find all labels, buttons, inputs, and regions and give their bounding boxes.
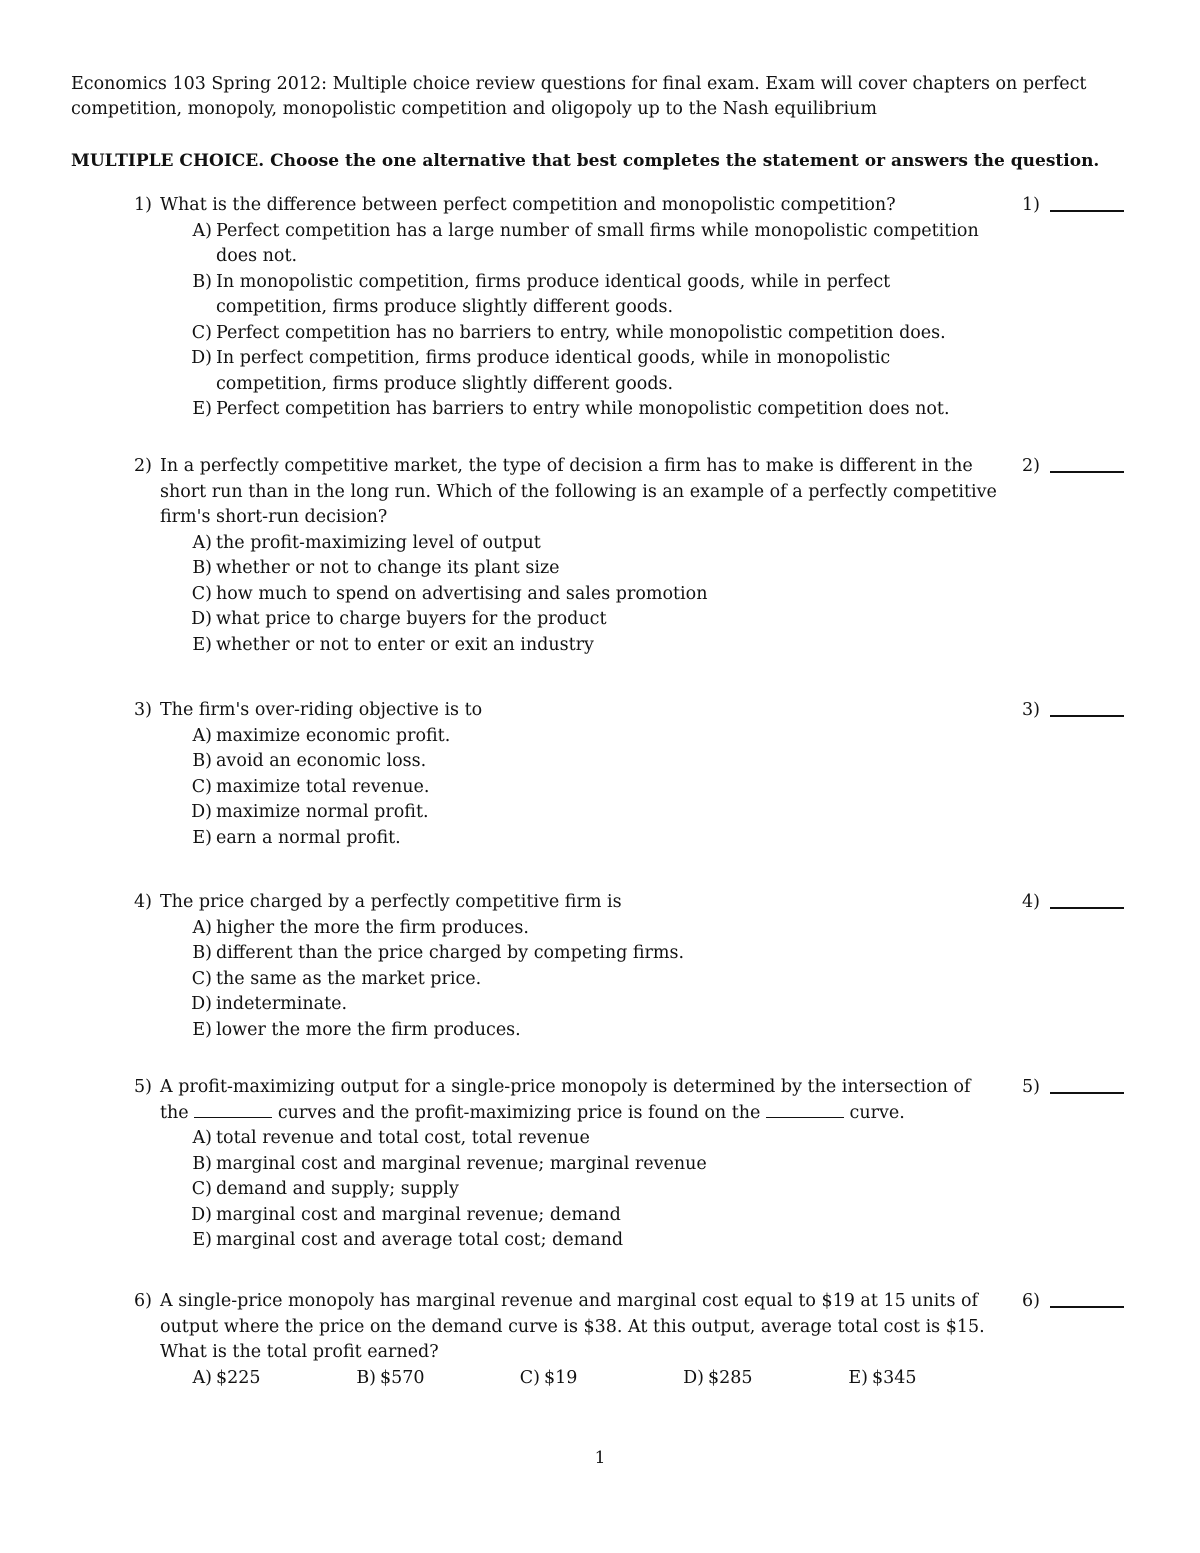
option-e: E) whether or not to enter or exit an industry: [192, 634, 594, 655]
question-number: 2): [134, 456, 152, 476]
option-b: B) different than the price charged by competing firms.: [192, 943, 685, 963]
question-stem: A single-price monopoly has marginal revenue and marginal cost equal to $19 at 15 units of output where the price on the demand curve is $38. At this output, average total cost is $15. What is the total profit earned?: [160, 1291, 985, 1362]
question-number: 4): [134, 892, 152, 912]
answer-label: 6): [1022, 1291, 1040, 1311]
option-e: E) Perfect competition has barriers to entry while monopolistic competition does not.: [192, 399, 950, 419]
question-stem: A profit-maximizing output for a single-price monopoly is determined by the intersection of the curves and the profit-maximizing price is found on the curve.: [160, 1077, 971, 1123]
question-number: 6): [134, 1291, 152, 1311]
option-d: D) what price to charge buyers for the product: [191, 609, 607, 629]
option-c: C) Perfect competition has no barriers to entry, while monopolistic competition does.: [191, 322, 946, 343]
option-d: D) $285: [683, 1367, 753, 1388]
option-e: E) $345: [848, 1367, 917, 1388]
option-c: C) how much to spend on advertising and sales promotion: [191, 583, 708, 604]
question-stem: The firm's over-riding objective is to: [160, 700, 483, 720]
option-e: E) lower the more the firm produces.: [192, 1019, 521, 1040]
option-a: A) the profit-maximizing level of output: [192, 532, 541, 553]
option-b: B) In monopolistic competition, firms produce identical goods, while in perfect competition, firms produce slightly different goods.: [192, 271, 891, 317]
fill-blank: [766, 1101, 844, 1118]
option-c: C) maximize total revenue.: [191, 776, 430, 797]
question-1: [134, 193, 1004, 423]
answer-label: 2): [1022, 456, 1040, 476]
question-stem: In a perfectly competitive market, the type of decision a firm has to make is different in the short run than in the long run. Which of the following is an example of a perfectly competitive firm's short-run decision?: [160, 456, 997, 527]
answer-label: 3): [1022, 700, 1040, 720]
answer-label: 1): [1022, 195, 1040, 215]
question-number: 3): [134, 700, 152, 720]
option-d: D) In perfect competition, firms produce identical goods, while in monopolistic competition, firms produce slightly different goods.: [191, 348, 891, 394]
answer-blank-6[interactable]: [1022, 1289, 1124, 1314]
option-d: D) marginal cost and marginal revenue; demand: [191, 1204, 621, 1225]
answer-blank-4[interactable]: [1022, 890, 1124, 915]
question-2: [134, 454, 1004, 658]
option-b: B) $570: [356, 1367, 425, 1388]
fill-blank: [194, 1101, 272, 1118]
answer-label: 5): [1022, 1077, 1040, 1097]
option-e: E) marginal cost and average total cost; demand: [192, 1230, 624, 1250]
answer-label: 4): [1022, 892, 1040, 912]
option-e: E) earn a normal profit.: [192, 827, 401, 848]
answer-blank-3[interactable]: [1022, 698, 1124, 723]
option-b: B) marginal cost and marginal revenue; marginal revenue: [192, 1153, 707, 1174]
option-a: A) maximize economic profit.: [192, 725, 451, 746]
answer-blank-1[interactable]: [1022, 193, 1124, 218]
option-c: C) demand and supply; supply: [191, 1179, 459, 1199]
question-5: [134, 1075, 1004, 1254]
page-number: 1: [594, 1448, 606, 1468]
option-d: D) maximize normal profit.: [191, 802, 429, 822]
question-number: 5): [134, 1077, 152, 1097]
option-b: B) whether or not to change its plant size: [192, 558, 560, 578]
option-a: A) total revenue and total cost, total revenue: [192, 1128, 590, 1148]
question-6: [134, 1289, 1004, 1391]
option-b: B) avoid an economic loss.: [192, 751, 427, 771]
option-d: D) indeterminate.: [191, 994, 348, 1014]
instructions-heading: MULTIPLE CHOICE. Choose the one alternative that best completes the statement or answers the question.: [71, 151, 1100, 171]
question-stem: What is the difference between perfect competition and monopolistic competition?: [160, 195, 896, 215]
option-a: A) Perfect competition has a large number of small firms while monopolistic competition does not.: [192, 220, 979, 266]
intro-text: Economics 103 Spring 2012: Multiple choice review questions for final exam. Exam will cover chapters on perfect competition, monopoly, monopolistic competition and oligopoly up to the Nash equilibrium: [71, 74, 1087, 119]
question-3: [134, 698, 1004, 851]
answer-blank-5[interactable]: [1022, 1075, 1124, 1100]
option-a: A) $225: [192, 1367, 261, 1388]
question-number: 1): [134, 195, 152, 215]
answer-blank-2[interactable]: [1022, 454, 1124, 479]
option-a: A) higher the more the firm produces.: [192, 917, 529, 938]
question-4: [134, 890, 1004, 1043]
option-c: C) the same as the market price.: [191, 968, 482, 989]
question-stem: The price charged by a perfectly competitive firm is: [160, 892, 622, 912]
option-c: C) $19: [519, 1367, 578, 1388]
